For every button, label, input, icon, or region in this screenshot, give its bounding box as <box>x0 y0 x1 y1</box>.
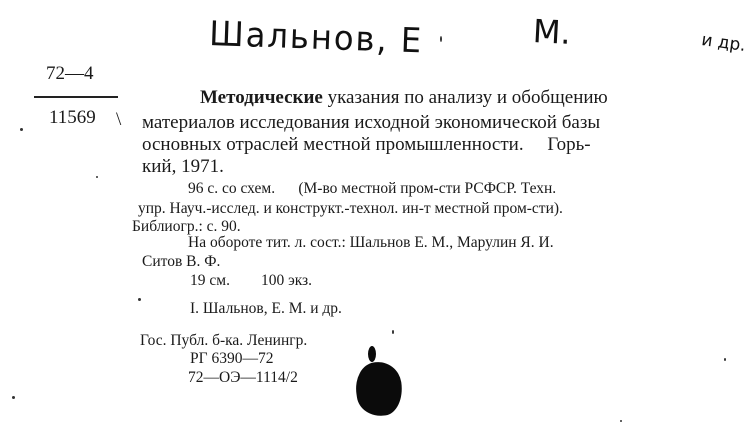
registration-number: РГ 6390—72 <box>190 350 274 367</box>
description-line-1: 96 с. со схем. (М-во местной пром-сти РСФСР. Техн. <box>188 180 557 197</box>
ink-speck <box>392 330 394 334</box>
ink-speck <box>20 128 23 131</box>
note-line-1: На обороте тит. л. сост.: Шальнов Е. М., Марулин Я. И. <box>188 234 554 251</box>
ink-speck <box>138 298 141 301</box>
author-tracing: I. Шальнов, Е. М. и др. <box>190 300 342 317</box>
title-line-3: основных отраслей местной промышленности. Горь- <box>142 134 591 155</box>
title-line-2: материалов исследования исходной экономической базы <box>142 112 601 133</box>
note-line-2: Ситов В. Ф. <box>142 253 221 270</box>
inventory-tick: \ <box>116 109 122 130</box>
ink-speck <box>12 396 15 399</box>
title-line-4: кий, 1971. <box>142 156 224 177</box>
ink-speck <box>620 420 622 422</box>
ink-speck <box>440 36 442 42</box>
handwritten-et-al: и др. <box>700 30 747 56</box>
description-line-2: упр. Науч.-исслед. и конструкт.-технол. ин-т местной пром-сти). <box>138 200 563 217</box>
title-line-1-rest: указания по анализу и обобщению <box>322 87 608 108</box>
ink-blot-drip <box>368 346 376 362</box>
description-line-3: Библиогр.: с. 90. <box>132 218 241 235</box>
card-number: 72—ОЭ—1114/2 <box>188 369 298 386</box>
handwritten-initial: М. <box>532 12 572 52</box>
ink-blot <box>352 359 405 419</box>
title-bold-word: Методические <box>200 87 323 108</box>
size-and-copies: 19 см. 100 экз. <box>190 272 313 289</box>
inventory-number: 11569 <box>49 107 96 128</box>
shelf-mark-rule <box>34 96 118 98</box>
holding-library: Гос. Публ. б-ка. Ленингр. <box>140 332 308 349</box>
title-line-1 <box>200 88 608 107</box>
handwritten-author-name: Шальнов, Е <box>208 14 424 62</box>
ink-speck <box>96 176 98 178</box>
ink-speck <box>724 358 726 361</box>
shelf-mark: 72—4 <box>46 63 94 84</box>
